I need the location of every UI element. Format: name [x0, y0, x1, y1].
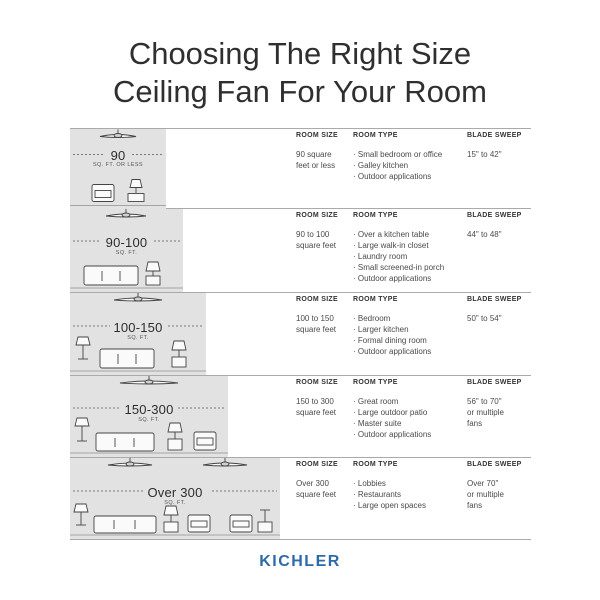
ceiling-fan-icon [114, 293, 162, 301]
ceiling-fan-icon [108, 458, 152, 466]
armchair-icon [188, 515, 210, 532]
room-size-label: 90 [110, 148, 126, 163]
header-room-size: ROOM SIZE [296, 379, 338, 386]
sofa-icon [96, 433, 154, 451]
header-room-type: ROOM TYPE [353, 461, 398, 468]
room-size-row-150-300 [70, 376, 531, 457]
header-room-type: ROOM TYPE [353, 212, 398, 219]
page-title-line-2: Ceiling Fan For Your Room [113, 74, 487, 109]
kichler-logo: KICHLER [259, 553, 341, 570]
room-size-row-90 [70, 129, 531, 209]
room-size-row-90-100 [70, 209, 531, 292]
room-illustration [70, 458, 280, 539]
room-size-unit: SQ. FT. [115, 250, 138, 256]
room-type-list: · Great room · Large outdoor patio · Master suite · Outdoor applications [353, 397, 432, 439]
room-size-row-100-150 [70, 293, 531, 375]
divider [70, 539, 531, 540]
room-size-value: 90 to 100 square feet [296, 230, 337, 250]
room-type-list: · Bedroom · Larger kitchen · Formal dining room · Outdoor applications [353, 314, 432, 356]
header-room-size: ROOM SIZE [296, 132, 338, 139]
page-title-line-1: Choosing The Right Size [128, 36, 472, 71]
header-room-size: ROOM SIZE [296, 461, 338, 468]
blade-sweep-value: 50" to 54" [467, 314, 502, 323]
ceiling-fan-icon [203, 458, 247, 466]
room-size-label: 150-300 [124, 402, 174, 417]
table-lamp-icon [74, 504, 88, 525]
table-lamp-icon [146, 262, 160, 285]
side-table-icon [258, 510, 272, 532]
room-illustration [70, 209, 183, 292]
room-size-value: 150 to 300 square feet [296, 397, 337, 417]
blade-sweep-value: 15" to 42" [467, 150, 502, 159]
ceiling-fan-icon [120, 376, 178, 384]
room-size-unit: SQ. FT. OR LESS [92, 162, 143, 168]
room-type-list: · Small bedroom or office · Galley kitchen · Outdoor applications [353, 150, 443, 181]
armchair-icon [230, 515, 252, 532]
table-lamp-icon [168, 423, 182, 450]
blade-sweep-value: Over 70" or multiple fans [467, 479, 504, 510]
room-size-unit: SQ. FT. [127, 335, 149, 341]
room-size-label: 100-150 [113, 320, 163, 335]
header-blade-sweep: BLADE SWEEP [467, 379, 522, 386]
armchair-icon [92, 185, 114, 202]
sofa-icon [84, 266, 138, 285]
room-size-unit: SQ. FT. [164, 500, 186, 506]
header-blade-sweep: BLADE SWEEP [467, 132, 522, 139]
table-lamp-icon [128, 180, 144, 202]
header-room-type: ROOM TYPE [353, 296, 398, 303]
room-size-unit: SQ. FT. [138, 417, 160, 423]
header-room-size: ROOM SIZE [296, 296, 338, 303]
room-type-list: · Lobbies · Restaurants · Large open spaces [353, 479, 426, 510]
room-size-label: 90-100 [105, 235, 148, 250]
sofa-icon [100, 349, 154, 368]
ceiling-fan-icon [106, 209, 146, 217]
room-illustration [70, 293, 206, 375]
room-size-value: 90 square feet or less [296, 150, 336, 170]
table-lamp-icon [172, 341, 186, 367]
room-size-value: 100 to 150 square feet [296, 314, 337, 334]
blade-sweep-value: 44" to 48" [467, 230, 502, 239]
room-illustration [70, 376, 228, 457]
room-size-label: Over 300 [147, 485, 203, 500]
header-blade-sweep: BLADE SWEEP [467, 296, 522, 303]
header-room-type: ROOM TYPE [353, 379, 398, 386]
sofa-icon [94, 516, 156, 533]
room-size-row-over-300 [70, 458, 531, 539]
header-room-size: ROOM SIZE [296, 212, 338, 219]
header-blade-sweep: BLADE SWEEP [467, 461, 522, 468]
blade-sweep-value: 56" to 70" or multiple fans [467, 397, 504, 428]
ceiling-fan-icon [100, 130, 136, 138]
armchair-icon [194, 432, 216, 450]
room-illustration [70, 129, 166, 209]
room-size-value: Over 300 square feet [296, 479, 337, 499]
room-type-list: · Over a kitchen table · Large walk-in closet · Laundry room · Small screened-in porch · Outdoor applications [353, 230, 445, 283]
header-blade-sweep: BLADE SWEEP [467, 212, 522, 219]
header-room-type: ROOM TYPE [353, 132, 398, 139]
room-drawing [70, 129, 166, 209]
table-lamp-icon [164, 506, 178, 532]
